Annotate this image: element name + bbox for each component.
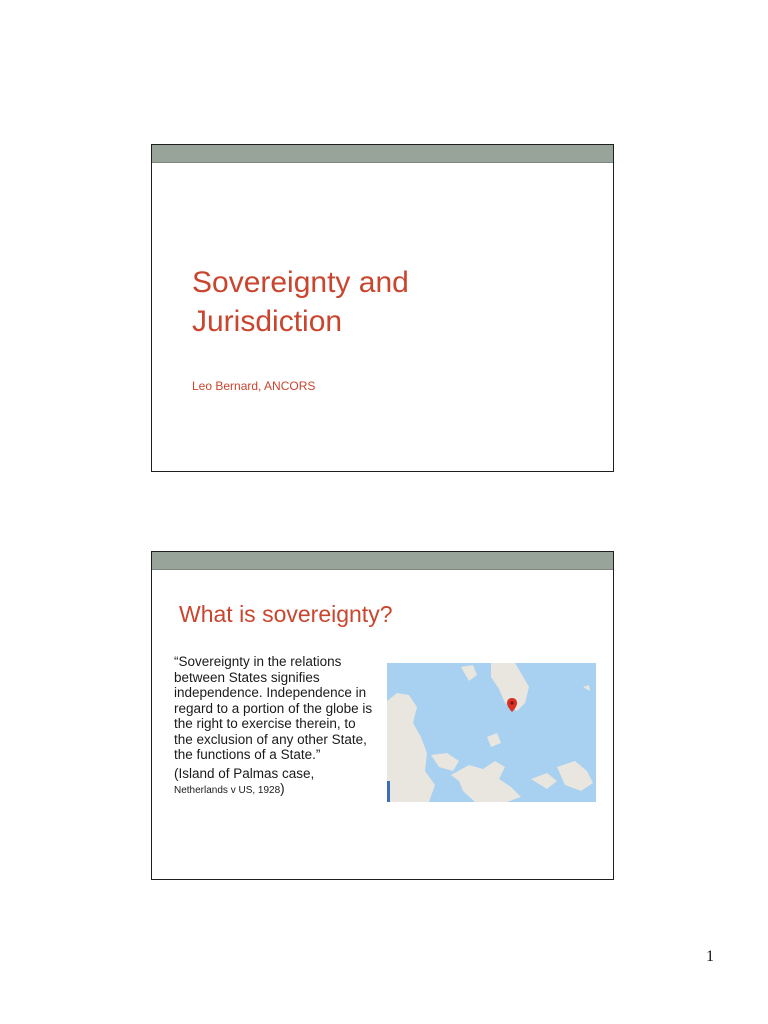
slide-1 <box>151 144 614 472</box>
quote-block <box>174 654 374 799</box>
page-number: 1 <box>706 948 714 965</box>
slide-header-bar <box>152 552 613 570</box>
slide-title: What is sovereignty? <box>179 601 393 627</box>
slide-title <box>192 263 572 341</box>
map-image <box>387 663 596 802</box>
slide-header-bar <box>152 145 613 163</box>
citation <box>174 766 374 799</box>
citation-case: Netherlands v US, 1928 <box>174 785 281 796</box>
slide-author: Leo Bernard, ANCORS <box>192 379 316 393</box>
slide-title-line-2: Jurisdiction <box>192 305 343 338</box>
citation-main: (Island of Palmas case, <box>174 765 315 781</box>
map-graphic <box>387 663 596 802</box>
citation-close: ) <box>280 781 285 796</box>
map-scale-bar <box>387 781 390 802</box>
quote-text: “Sovereignty in the relations between States signifies independence. Independence in regard to a portion of the globe is the right to exercise therein, to the exclusion of any other State, the functions of a State.” <box>174 654 373 762</box>
slide-title-line-1: Sovereignty and <box>192 266 409 299</box>
slide-2 <box>151 551 614 880</box>
